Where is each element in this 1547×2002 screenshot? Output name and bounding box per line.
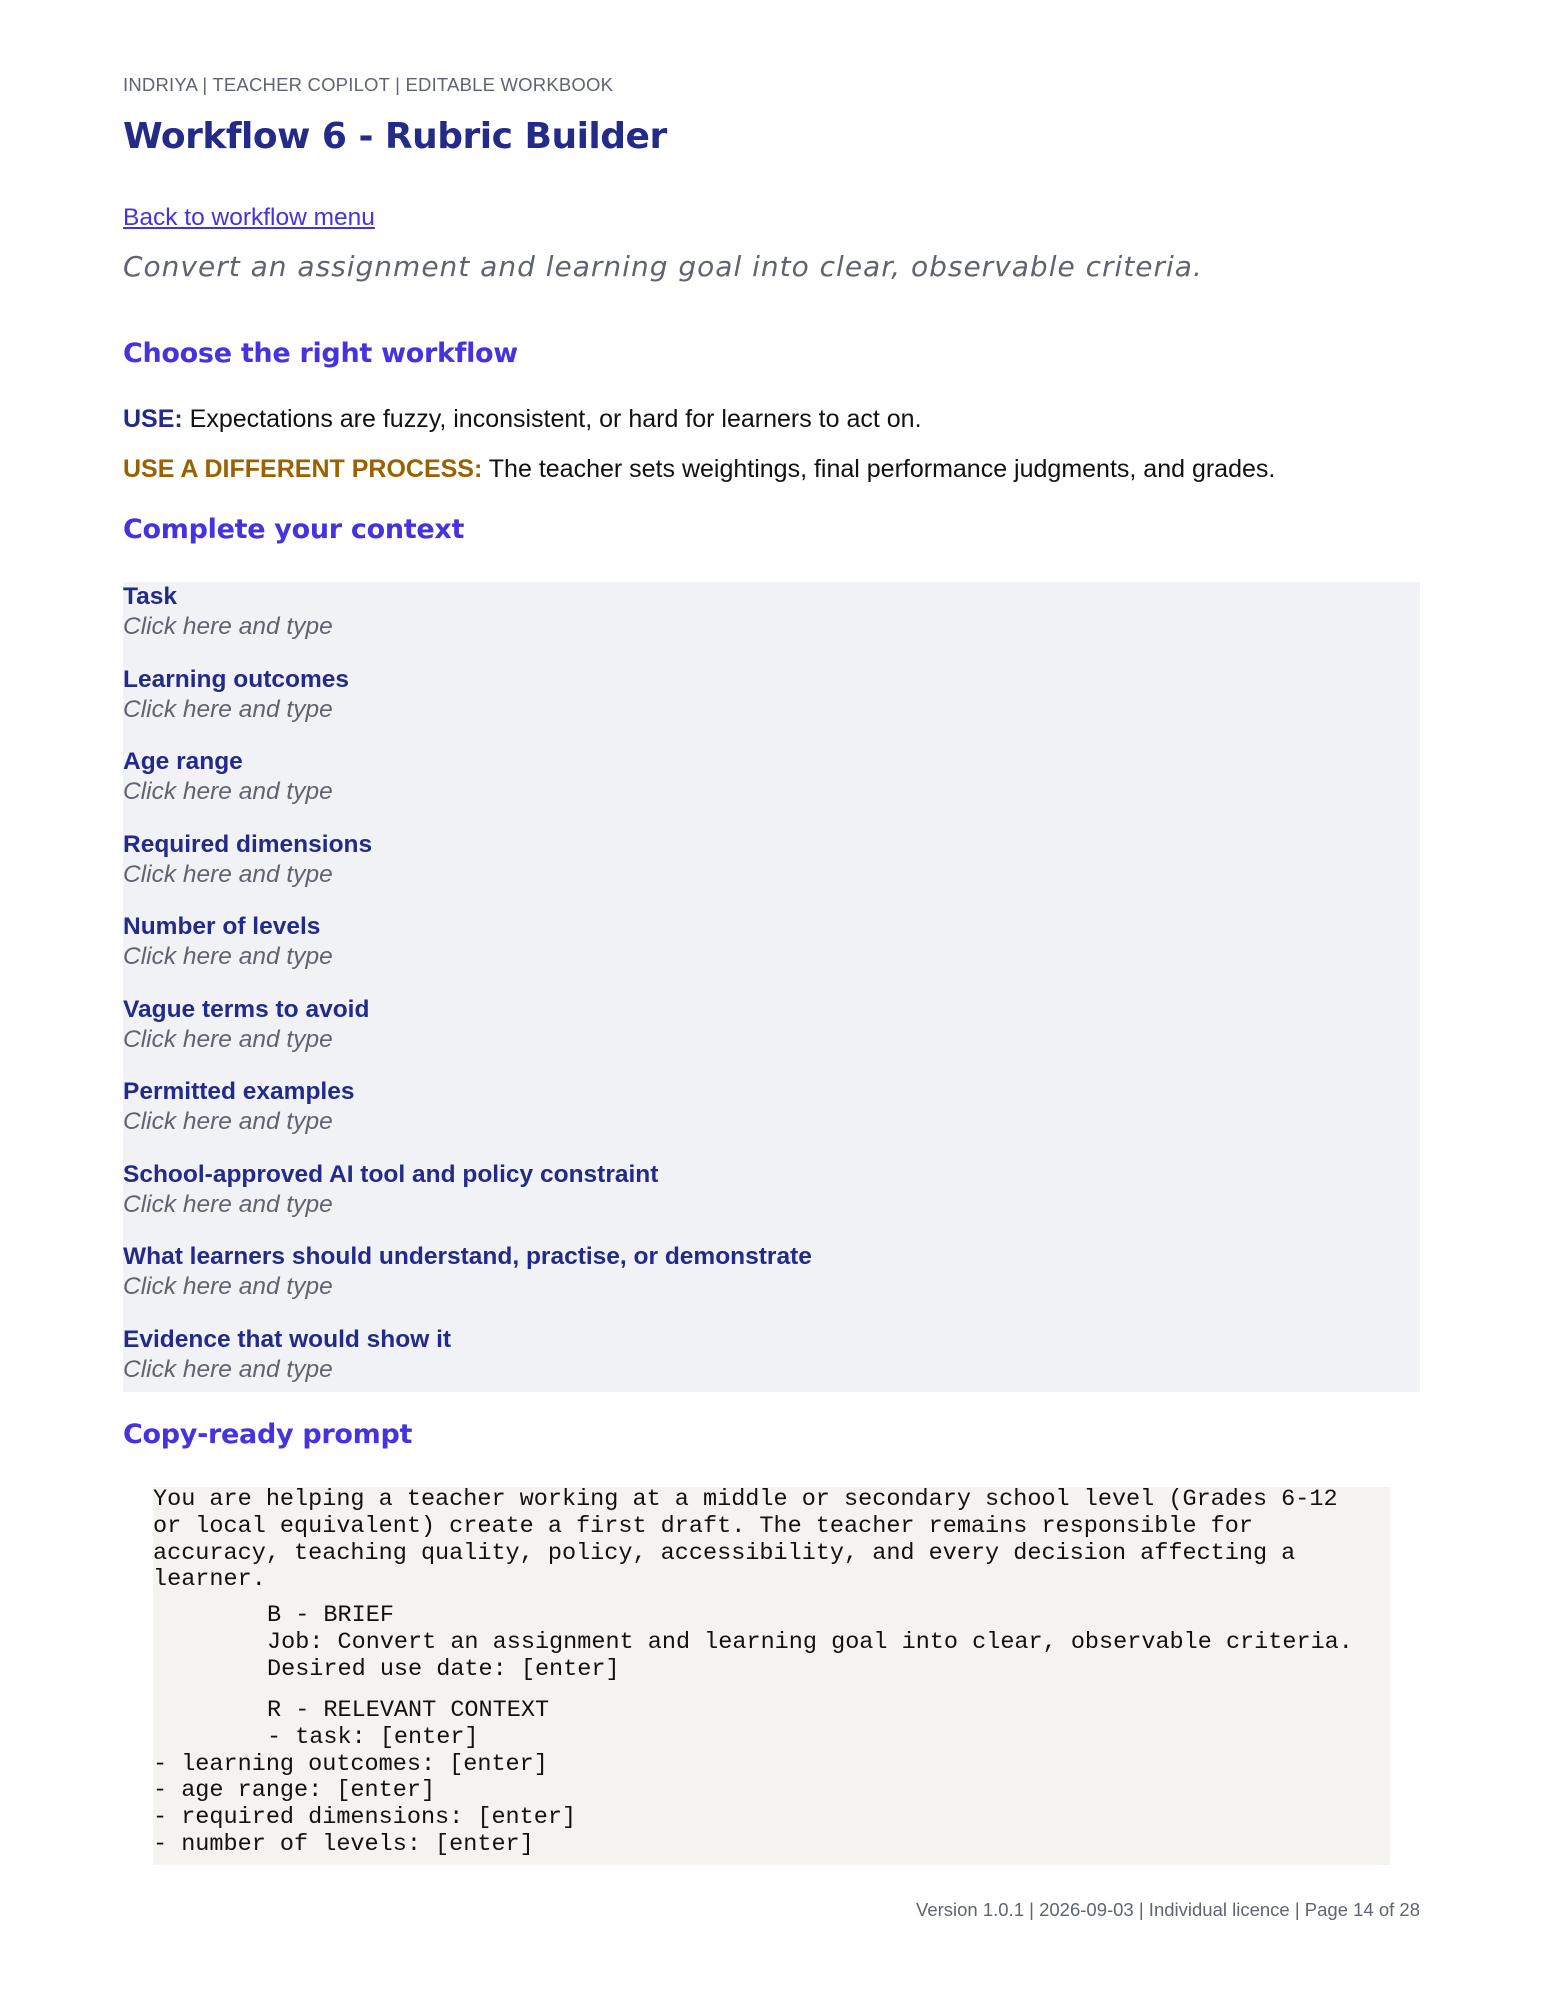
learning-outcomes-input[interactable]	[123, 695, 1023, 725]
learner-goals-input[interactable]	[123, 1272, 1023, 1302]
field-label: School-approved AI tool and policy constraint	[123, 1160, 659, 1188]
number-of-levels-input[interactable]	[123, 942, 1023, 972]
field-label: What learners should understand, practise, or demonstrate	[123, 1243, 812, 1270]
different-process-label: USE A DIFFERENT PROCESS:	[123, 455, 483, 483]
prompt-intro: You are helping a teacher working at a middle or secondary school level (Grades 6-12 or local equivalent) create a first draft. The teacher remains responsible for accuracy, teaching quality, policy, accessibility, and every decision affecting a learner.	[153, 1486, 1338, 1594]
use-text: Expectations are fuzzy, inconsistent, or hard for learners to act on.	[182, 405, 922, 433]
field-label: Evidence that would show it	[123, 1325, 452, 1353]
required-dimensions-input[interactable]	[123, 860, 1023, 890]
field-label: Task	[123, 583, 178, 610]
context-field	[123, 665, 1023, 725]
context-field	[123, 1325, 1023, 1385]
back-to-menu-link[interactable]: Back to workflow menu	[123, 204, 375, 231]
copy-ready-prompt-heading: Copy-ready prompt	[123, 1419, 413, 1450]
ai-tool-policy-input[interactable]	[123, 1190, 1023, 1220]
age-range-input[interactable]	[123, 777, 1023, 807]
context-field	[123, 1242, 1023, 1302]
field-label: Age range	[123, 748, 243, 775]
choose-workflow-heading: Choose the right workflow	[123, 338, 518, 369]
document-header: INDRIYA | TEACHER COPILOT | EDITABLE WORKBOOK	[123, 74, 614, 95]
workflow-subtitle: Convert an assignment and learning goal into clear, observable criteria.	[123, 250, 1203, 283]
context-field	[123, 747, 1023, 807]
task-input[interactable]	[123, 612, 1023, 642]
vague-terms-input[interactable]	[123, 1025, 1023, 1055]
prompt-code-block[interactable]	[153, 1487, 1390, 1865]
evidence-input[interactable]	[123, 1355, 1023, 1385]
field-label: Learning outcomes	[123, 665, 349, 693]
permitted-examples-input[interactable]	[123, 1107, 1023, 1137]
field-label: Number of levels	[123, 913, 321, 940]
page-footer: Version 1.0.1 | 2026-09-03 | Individual licence | Page 14 of 28	[916, 1899, 1420, 1920]
use-label: USE:	[123, 405, 183, 433]
context-field	[123, 1077, 1023, 1137]
page-title: Workflow 6 - Rubric Builder	[123, 116, 667, 157]
field-label: Required dimensions	[123, 830, 373, 858]
prompt-brief: B - BRIEF Job: Convert an assignment and learning goal into clear, observable criteria. Desired use date: [enter]	[267, 1602, 1353, 1683]
context-field	[123, 582, 1023, 642]
different-process-line	[123, 455, 1275, 484]
use-line	[123, 405, 922, 434]
context-field	[123, 995, 1023, 1055]
complete-context-heading: Complete your context	[123, 514, 465, 545]
context-field	[123, 912, 1023, 972]
field-label: Permitted examples	[123, 1078, 355, 1105]
prompt-context-head: R - RELEVANT CONTEXT - task: [enter]	[267, 1697, 550, 1751]
different-process-text: The teacher sets weightings, final performance judgments, and grades.	[482, 455, 1276, 483]
context-form	[123, 582, 1420, 1392]
context-field	[123, 1160, 1023, 1220]
context-field	[123, 830, 1023, 890]
prompt-context-items: - learning outcomes: [enter] - age range: [enter] - required dimensions: [enter] - number of levels: [enter]	[153, 1750, 577, 1858]
field-label: Vague terms to avoid	[123, 995, 370, 1023]
